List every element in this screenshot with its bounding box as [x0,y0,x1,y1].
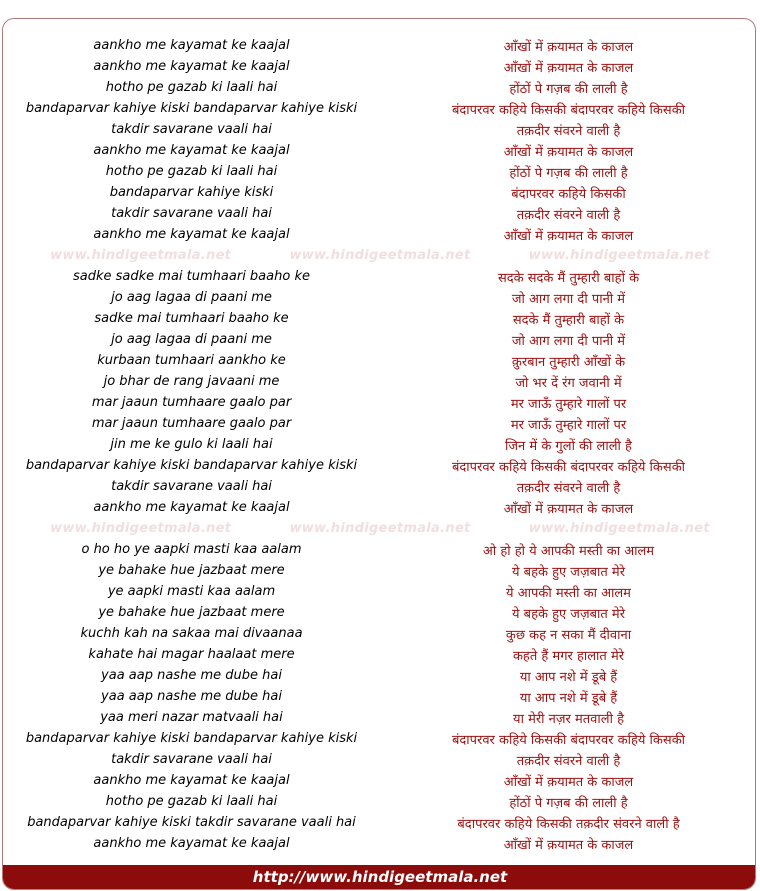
lyric-line-english: ye bahake hue jazbaat mere [98,563,285,578]
lyric-line [3,308,756,329]
lyric-line-hindi: बंदापरवर कहिये किसकी बंदापरवर कहिये किसकी [451,102,686,118]
lyric-line-english: jo bhar de rang javaani me [103,374,280,389]
lyric-line [3,329,756,350]
watermark-text: www.hindigeetmala.net [528,521,710,536]
lyric-line-hindi: ओ हो हो ये आपकी मस्ती का आलम [482,543,655,559]
lyric-line-hindi: जो भर दें रंग जवानी में [515,375,622,391]
lyric-line-hindi: जो आग लगा दी पानी में [511,291,626,307]
lyric-line [3,98,756,119]
lyric-line [3,119,756,140]
lyric-line-hindi: ये आपकी मस्ती का आलम [506,585,631,601]
lyric-line-english: sadke mai tumhaari baaho ke [94,311,289,326]
lyric-line-english: kurbaan tumhaari aankho ke [97,353,286,368]
lyric-line-english: mar jaaun tumhaare gaalo par [91,416,292,431]
watermark-text: www.hindigeetmala.net [528,248,710,263]
lyric-line-hindi: तक़दीर संवरने वाली है [516,753,621,769]
lyric-line-hindi: होंठों पे गज़ब की लाली है [509,81,628,97]
lyric-line [3,770,756,791]
lyric-line-english: aankho me kayamat ke kaajal [93,500,290,515]
lyric-line [3,434,756,455]
lyric-line-hindi: मर जाऊँ तुम्हारे गालों पर [510,417,627,433]
lyric-line-english: jo aag lagaa di paani me [111,290,272,305]
lyric-line-english: hotho pe gazab ki laali hai [105,164,278,179]
lyric-line [3,287,756,308]
lyric-line-hindi: तक़दीर संवरने वाली है [516,207,621,223]
lyric-line-hindi: तक़दीर संवरने वाली है [516,480,621,496]
lyric-line [3,350,756,371]
lyric-line-english: ye aapki masti kaa aalam [107,584,276,599]
lyric-line [3,602,756,623]
lyric-line-hindi: बंदापरवर कहिये किसकी बंदापरवर कहिये किसकी [451,459,686,475]
lyric-line-english: mar jaaun tumhaare gaalo par [91,395,292,410]
lyric-line-hindi: मर जाऊँ तुम्हारे गालों पर [510,396,627,412]
lyric-line [3,476,756,497]
lyric-line [3,707,756,728]
lyric-line [3,224,756,245]
lyric-line-english: kahate hai magar haalaat mere [88,647,295,662]
lyric-line-english: bandaparvar kahiye kiski bandaparvar kahiye kiski [25,458,358,473]
lyric-line-english: o ho ho ye aapki masti kaa aalam [81,542,302,557]
lyric-line-english: hotho pe gazab ki laali hai [105,80,278,95]
lyric-line-english: aankho me kayamat ke kaajal [93,227,290,242]
lyric-line-hindi: आँखों में क़यामत के काजल [503,228,634,244]
lyric-line-english: bandaparvar kahiye kiski bandaparvar kahiye kiski [25,101,358,116]
lyric-line [3,203,756,224]
lyric-line-hindi: होंठों पे गज़ब की लाली है [509,795,628,811]
lyric-line [3,392,756,413]
lyric-line [3,686,756,707]
lyric-line [3,77,756,98]
watermark-text: www.hindigeetmala.net [50,521,232,536]
lyric-line-hindi: सदके सदके मैं तुम्हारी बाहों के [497,270,640,286]
lyric-line [3,812,756,833]
lyric-line [3,539,756,560]
lyric-line [3,644,756,665]
lyric-line-hindi: ये बहके हुए जज़बात मेरे [511,564,626,580]
lyric-line-english: takdir savarane vaali hai [111,206,272,221]
lyric-line-hindi: आँखों में क़यामत के काजल [503,144,634,160]
watermark-row [3,518,756,539]
lyric-line [3,161,756,182]
lyric-line [3,728,756,749]
lyric-line-hindi: बंदापरवर कहिये किसकी तक़दीर संवरने वाली है [457,816,680,832]
lyric-line-hindi: ये बहके हुए जज़बात मेरे [511,606,626,622]
lyric-line-english: yaa aap nashe me dube hai [101,689,282,704]
lyric-line-english: aankho me kayamat ke kaajal [93,773,290,788]
lyric-line [3,833,756,854]
lyric-line-english: hotho pe gazab ki laali hai [105,794,278,809]
lyric-line-hindi: या मेरी नज़र मतवाली है [513,711,624,727]
lyric-line-hindi: आँखों में क़यामत के काजल [503,501,634,517]
lyric-line-hindi: होंठों पे गज़ब की लाली है [509,165,628,181]
lyric-line-hindi: आँखों में क़यामत के काजल [503,837,634,853]
lyric-line-english: jo aag lagaa di paani me [111,332,272,347]
lyrics-card [2,18,756,890]
lyric-line [3,35,756,56]
lyric-line-english: bandaparvar kahiye kiski takdir savarane vaali hai [27,815,356,830]
lyric-line-hindi: आँखों में क़यामत के काजल [503,60,634,76]
lyric-line-hindi: बंदापरवर कहिये किसकी [511,186,626,202]
lyric-line [3,581,756,602]
lyric-line-hindi: जो आग लगा दी पानी में [511,333,626,349]
lyric-line-hindi: आँखों में क़यामत के काजल [503,39,634,55]
watermark-row [3,245,756,266]
lyric-line-english: aankho me kayamat ke kaajal [93,38,290,53]
lyric-line-hindi: सदके मैं तुम्हारी बाहों के [512,312,625,328]
footer-bar [3,865,756,889]
lyric-line-hindi: कहते हैं मगर हालात मेरे [512,648,625,664]
lyric-line-english: aankho me kayamat ke kaajal [93,143,290,158]
lyric-line [3,266,756,287]
lyrics-body [3,35,756,854]
lyric-line [3,791,756,812]
lyric-line-hindi: या आप नशे में डूबे हैं [519,690,618,706]
footer-url-link[interactable]: http://www.hindigeetmala.net [252,868,508,886]
lyric-line-hindi: तक़दीर संवरने वाली है [516,123,621,139]
lyric-line [3,371,756,392]
lyric-line-english: sadke sadke mai tumhaari baaho ke [73,269,310,284]
lyric-line-english: yaa aap nashe me dube hai [101,668,282,683]
lyric-line [3,455,756,476]
lyric-line-english: aankho me kayamat ke kaajal [93,59,290,74]
watermark-text: www.hindigeetmala.net [289,521,471,536]
lyric-line-english: jin me ke gulo ki laali hai [110,437,273,452]
lyric-line-english: takdir savarane vaali hai [111,479,272,494]
lyric-line [3,623,756,644]
lyric-line [3,182,756,203]
lyric-line-hindi: जिन में के गुलों की लाली है [505,438,632,454]
lyric-line [3,665,756,686]
lyric-line-english: bandaparvar kahiye kiski bandaparvar kahiye kiski [25,731,358,746]
lyric-line [3,56,756,77]
lyric-line-hindi: क़ुरबान तुम्हारी आँखों के [511,354,626,370]
lyric-line [3,749,756,770]
lyric-line [3,560,756,581]
lyric-line-hindi: या आप नशे में डूबे हैं [519,669,618,685]
watermark-text: www.hindigeetmala.net [50,248,232,263]
lyric-line [3,497,756,518]
watermark-text: www.hindigeetmala.net [289,248,471,263]
lyric-line-english: takdir savarane vaali hai [111,122,272,137]
lyric-line [3,413,756,434]
lyric-line-english: kuchh kah na sakaa mai divaanaa [80,626,303,641]
lyric-line-english: aankho me kayamat ke kaajal [93,836,290,851]
lyric-line-english: yaa meri nazar matvaali hai [100,710,283,725]
lyric-line-hindi: कुछ कह न सका मैं दीवाना [505,627,632,643]
lyric-line-hindi: बंदापरवर कहिये किसकी बंदापरवर कहिये किसकी [451,732,686,748]
lyric-line-english: ye bahake hue jazbaat mere [98,605,285,620]
lyric-line-english: bandaparvar kahiye kiski [109,185,274,200]
lyric-line [3,140,756,161]
lyric-line-hindi: आँखों में क़यामत के काजल [503,774,634,790]
lyric-line-english: takdir savarane vaali hai [111,752,272,767]
